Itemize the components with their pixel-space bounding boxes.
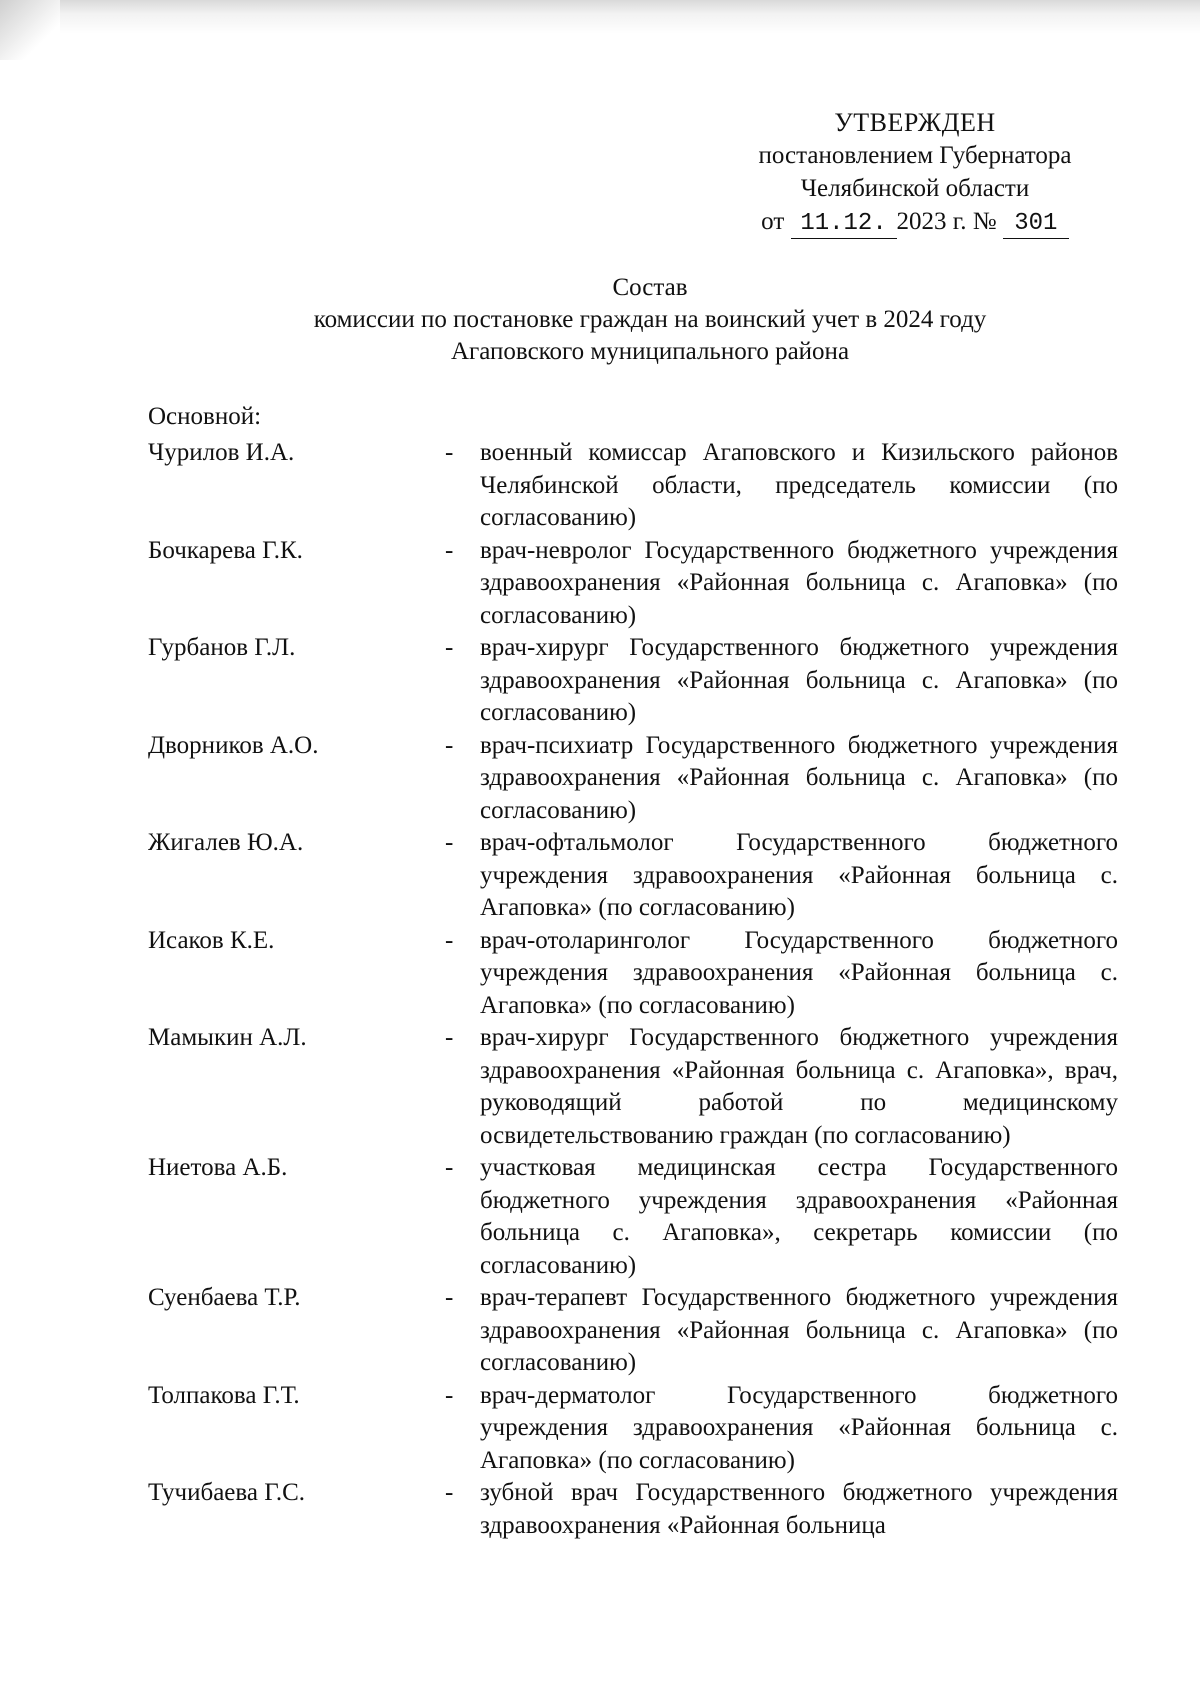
member-role: зубной врач Государственного бюджетного учреждения здравоохранения «Районная больница — [480, 1479, 1118, 1539]
member-dash: - — [445, 1381, 454, 1409]
scan-shadow-top — [0, 0, 1200, 34]
member-name: Ниетова А.Б. — [148, 1154, 288, 1181]
member-role: врач-психиатр Государственного бюджетного учреждения здравоохранения «Районная больница с. Агаповка» (по согласованию) — [480, 731, 1118, 824]
member-role: врач-офтальмолог Государственного бюджетного учреждения здравоохранения «Районная больница с. Агаповка» (по согласованию) — [480, 829, 1118, 921]
members-list — [148, 437, 1118, 1542]
date-prefix: от — [761, 208, 785, 235]
member-role: врач-хирург Государственного бюджетного учреждения здравоохранения «Районная больница с. Агаповка» (по согласованию) — [480, 634, 1118, 726]
member-dash: - — [445, 1479, 454, 1506]
member-name: Чурилов И.А. — [148, 439, 295, 466]
member-name: Толпакова Г.Т. — [148, 1381, 300, 1409]
member-row — [148, 632, 1118, 730]
member-name: Исаков К.Е. — [148, 926, 275, 954]
date-value-underline — [791, 208, 897, 239]
member-row — [148, 925, 1118, 1023]
date-value: 11.12. — [800, 210, 887, 237]
member-name: Гурбанов Г.Л. — [148, 634, 296, 661]
section-label: Основной: — [148, 403, 262, 430]
member-dash: - — [445, 634, 454, 661]
member-row — [148, 827, 1118, 925]
member-row — [148, 437, 1118, 535]
member-row — [148, 1152, 1118, 1282]
member-row — [148, 730, 1118, 828]
member-name: Мамыкин А.Л. — [148, 1024, 307, 1051]
member-role: врач-терапевт Государственного бюджетного учреждения здравоохранения «Районная больница с. Агаповка» (по согласованию) — [480, 1284, 1118, 1376]
member-name: Жигалев Ю.А. — [148, 829, 304, 856]
member-dash: - — [445, 1284, 454, 1311]
heading-line-2: комиссии по постановке граждан на воинский учет в 2024 году — [313, 306, 987, 333]
member-dash: - — [445, 439, 454, 466]
number-underline — [1003, 208, 1069, 239]
member-name: Бочкарева Г.К. — [148, 536, 303, 564]
approval-line-2: Челябинской области — [800, 175, 1030, 202]
member-name: Тучибаева Г.С. — [148, 1479, 306, 1506]
approval-line-1: постановлением Губернатора — [758, 142, 1072, 169]
approval-date-line — [725, 205, 1105, 239]
member-dash: - — [445, 1154, 454, 1181]
member-dash: - — [445, 731, 454, 759]
member-row — [148, 1380, 1118, 1478]
member-row — [148, 1282, 1118, 1380]
heading-line-1: Состав — [612, 274, 688, 301]
member-name: Суенбаева Т.Р. — [148, 1284, 301, 1311]
member-role: военный комиссар Агаповского и Кизильского районов Челябинской области, председатель комиссии (по согласованию) — [480, 439, 1118, 531]
member-name: Дворников А.О. — [148, 731, 319, 759]
member-row — [148, 535, 1118, 633]
member-dash: - — [445, 926, 454, 954]
heading-line-3: Агаповского муниципального района — [450, 338, 850, 365]
member-dash: - — [445, 1024, 454, 1051]
member-row — [148, 1477, 1118, 1542]
member-role: врач-отоларинголог Государственного бюджетного учреждения здравоохранения «Районная больница с. Агаповка» (по согласованию) — [480, 926, 1118, 1019]
document-number: 301 — [1014, 210, 1058, 237]
member-dash: - — [445, 829, 454, 856]
member-row — [148, 1022, 1118, 1152]
date-year: 2023 г. № — [896, 208, 997, 235]
approval-title: УТВЕРЖДЕН — [834, 108, 996, 137]
scan-shadow-corner — [0, 0, 60, 60]
approval-block — [725, 106, 1105, 239]
document-heading — [150, 272, 1150, 368]
member-role: врач-дерматолог Государственного бюджетного учреждения здравоохранения «Районная больница с. Агаповка» (по согласованию) — [480, 1381, 1118, 1474]
member-role: участковая медицинская сестра Государственного бюджетного учреждения здравоохранения «Районная больница с. Агаповка», секретарь комиссии (по согласованию) — [480, 1154, 1118, 1279]
member-role: врач-хирург Государственного бюджетного учреждения здравоохранения «Районная больница с. Агаповка», врач, руководящий работой по медицинскому освидетельствованию граждан (по согласованию) — [480, 1024, 1118, 1149]
member-role: врач-невролог Государственного бюджетного учреждения здравоохранения «Районная больница с. Агаповка» (по согласованию) — [480, 536, 1118, 629]
member-dash: - — [445, 536, 454, 564]
